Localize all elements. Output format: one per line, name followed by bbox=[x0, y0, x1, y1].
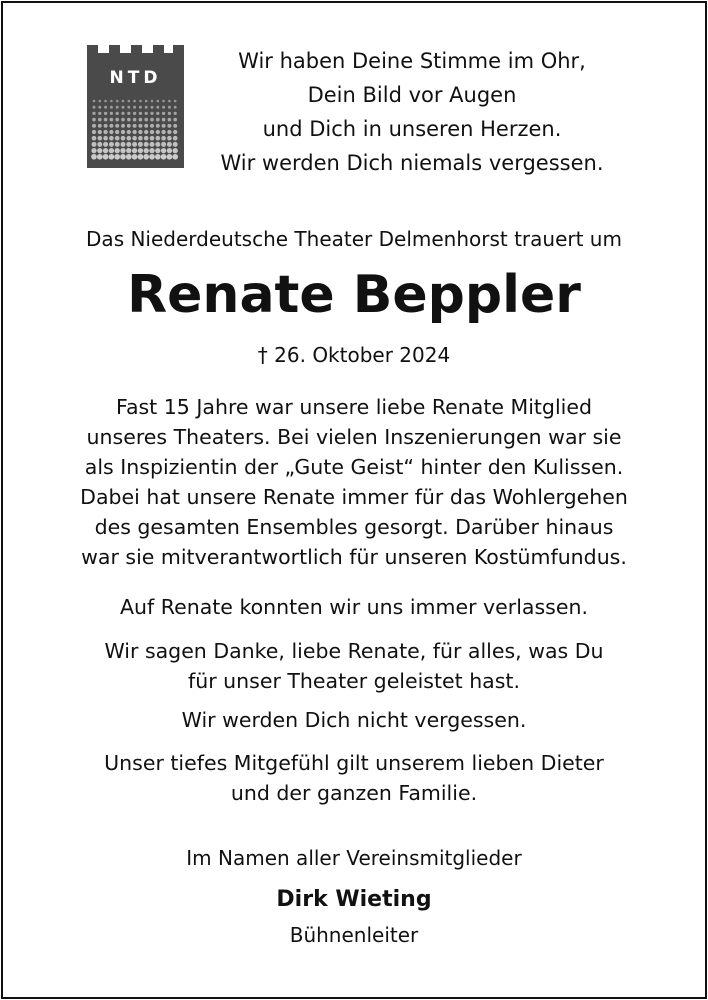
logo-dot bbox=[139, 106, 142, 109]
logo-dot bbox=[103, 148, 108, 153]
logo-dot bbox=[132, 142, 137, 147]
logo-dot bbox=[162, 106, 165, 109]
logo-dot bbox=[116, 112, 119, 115]
logo-dot bbox=[133, 124, 137, 128]
logo-dot bbox=[93, 100, 96, 103]
logo-dot bbox=[167, 136, 172, 141]
logo-dot bbox=[150, 142, 155, 147]
logo-dot bbox=[115, 148, 120, 153]
paragraph-line: Auf Renate konnten wir uns immer verlassen. bbox=[120, 595, 588, 619]
paragraph-line: Wir sagen Danke, liebe Renate, für alles, was Du bbox=[104, 639, 604, 663]
logo-dot bbox=[139, 112, 142, 115]
logo-dot bbox=[109, 154, 115, 160]
logo-dot bbox=[104, 106, 107, 109]
logo-dot bbox=[155, 142, 160, 147]
logo-dot bbox=[114, 154, 120, 160]
logo-dot bbox=[115, 142, 120, 147]
logo-dot bbox=[133, 118, 137, 122]
logo-dot bbox=[161, 154, 167, 160]
logo-dot bbox=[145, 112, 148, 115]
logo-dot bbox=[120, 154, 126, 160]
logo-dot bbox=[144, 136, 149, 141]
logo-dot bbox=[92, 118, 96, 122]
logo-dot bbox=[144, 142, 149, 147]
paragraph-line: Wir werden Dich nicht vergessen. bbox=[181, 708, 527, 732]
logo-dot bbox=[151, 100, 154, 103]
logo-dot bbox=[103, 142, 108, 147]
logo-dot bbox=[174, 112, 177, 115]
logo-dot bbox=[133, 112, 136, 115]
logo-dot bbox=[109, 142, 114, 147]
logo-dot bbox=[97, 154, 103, 160]
logo-dot bbox=[126, 148, 131, 153]
logo-dot bbox=[139, 118, 143, 122]
signer-name: Dirk Wieting bbox=[276, 887, 432, 912]
logo-dot bbox=[161, 148, 166, 153]
logo-dot bbox=[167, 142, 172, 147]
logo-dot bbox=[115, 130, 119, 134]
quote-line: Wir werden Dich niemals vergessen. bbox=[220, 151, 604, 175]
logo-dot bbox=[110, 100, 113, 103]
logo-dot bbox=[127, 106, 130, 109]
theater-logo-icon bbox=[87, 45, 184, 168]
logo-dot bbox=[116, 100, 119, 103]
logo-dot bbox=[144, 124, 148, 128]
logo-dot bbox=[97, 148, 102, 153]
logo-dot bbox=[133, 106, 136, 109]
logo-dot bbox=[144, 148, 149, 153]
logo-dot bbox=[151, 106, 154, 109]
logo-dot bbox=[173, 148, 178, 153]
logo-dot bbox=[103, 130, 107, 134]
tribute-paragraph-2 bbox=[0, 592, 708, 622]
tribute-paragraph-3 bbox=[0, 636, 708, 696]
logo-dot bbox=[98, 112, 101, 115]
logo-dot bbox=[115, 118, 119, 122]
logo-dot bbox=[167, 124, 171, 128]
quote-line: Wir haben Deine Stimme im Ohr, bbox=[238, 49, 586, 73]
paragraph-line: für unser Theater geleistet hast. bbox=[188, 669, 520, 693]
logo-dot bbox=[99, 100, 102, 103]
logo-dot bbox=[121, 118, 125, 122]
logo-dot bbox=[110, 112, 113, 115]
logo-dot bbox=[172, 154, 178, 160]
logo-dot bbox=[145, 100, 148, 103]
logo-dot bbox=[132, 148, 137, 153]
paragraph-line: Unser tiefes Mitgefühl gilt unserem lieben Dieter bbox=[104, 751, 604, 775]
logo-dot bbox=[162, 118, 166, 122]
logo-dot bbox=[92, 112, 95, 115]
mourning-intro: Das Niederdeutsche Theater Delmenhorst trauert um bbox=[86, 227, 622, 251]
logo-dot bbox=[92, 124, 96, 128]
logo-dot bbox=[156, 130, 160, 134]
deceased-name: Renate Beppler bbox=[127, 265, 581, 325]
logo-dot bbox=[127, 124, 131, 128]
logo-dot bbox=[138, 148, 143, 153]
logo-dot bbox=[167, 148, 172, 153]
logo-dot bbox=[174, 106, 177, 109]
logo-dot bbox=[109, 130, 113, 134]
logo-dot bbox=[173, 136, 178, 141]
paragraph-line: unseres Theaters. Bei vielen Inszenierungen war sie bbox=[86, 425, 622, 449]
logo-dot bbox=[150, 118, 154, 122]
paragraph-line: war sie mitverantwortlich für unseren Kostümfundus. bbox=[81, 545, 627, 569]
logo-dot bbox=[109, 124, 113, 128]
logo-dot bbox=[138, 142, 143, 147]
logo-dot bbox=[121, 124, 125, 128]
logo-dot bbox=[93, 106, 96, 109]
logo-dot bbox=[132, 154, 138, 160]
logo-dot bbox=[104, 118, 108, 122]
logo-dot bbox=[156, 106, 159, 109]
logo-dot bbox=[173, 124, 177, 128]
logo-dot bbox=[145, 106, 148, 109]
logo-dot bbox=[138, 136, 143, 141]
logo-dot bbox=[126, 136, 131, 141]
logo-dot bbox=[156, 124, 160, 128]
memorial-quote bbox=[200, 44, 624, 180]
logo-dot bbox=[150, 136, 155, 141]
tribute-paragraph-5 bbox=[0, 748, 708, 808]
logo-dot bbox=[167, 130, 171, 134]
logo-dot bbox=[91, 154, 97, 160]
logo-dot bbox=[144, 118, 148, 122]
paragraph-line: des gesamten Ensembles gesorgt. Darüber hinaus bbox=[94, 515, 614, 539]
logo-dot bbox=[110, 118, 114, 122]
logo-dot bbox=[126, 154, 132, 160]
logo-dot bbox=[150, 112, 153, 115]
logo-dot bbox=[161, 130, 165, 134]
logo-dot bbox=[104, 100, 107, 103]
logo-dot bbox=[168, 100, 171, 103]
logo-dot bbox=[138, 154, 144, 160]
logo-dot bbox=[144, 130, 148, 134]
quote-line: und Dich in unseren Herzen. bbox=[262, 117, 562, 141]
logo-dot bbox=[143, 154, 149, 160]
logo-dot bbox=[92, 130, 96, 134]
paragraph-line: Dabei hat unsere Renate immer für das Wohlergehen bbox=[80, 485, 628, 509]
paragraph-line: und der ganzen Familie. bbox=[230, 781, 478, 805]
logo-dot bbox=[161, 142, 166, 147]
logo-dot bbox=[173, 130, 177, 134]
logo-dot bbox=[98, 118, 102, 122]
logo-dot bbox=[122, 100, 125, 103]
logo-dot bbox=[115, 136, 120, 141]
logo-dot bbox=[150, 124, 154, 128]
logo-dot bbox=[121, 112, 124, 115]
tribute-paragraph-1 bbox=[0, 392, 708, 572]
logo-dot bbox=[139, 100, 142, 103]
logo-dot bbox=[97, 142, 102, 147]
logo-dot bbox=[173, 118, 177, 122]
logo-dot bbox=[121, 130, 125, 134]
logo-dot bbox=[173, 142, 178, 147]
logo-dot bbox=[149, 154, 155, 160]
logo-dot bbox=[98, 106, 101, 109]
logo-dot bbox=[98, 124, 102, 128]
logo-dot bbox=[126, 142, 131, 147]
logo-dot bbox=[167, 154, 173, 160]
logo-dot bbox=[168, 106, 171, 109]
logo-dot bbox=[132, 136, 137, 141]
logo-dot bbox=[161, 136, 166, 141]
logo-dot bbox=[109, 148, 114, 153]
paragraph-line: als Inspizientin der „Gute Geist“ hinter den Kulissen. bbox=[84, 455, 624, 479]
logo-dot bbox=[156, 118, 160, 122]
logo-dot bbox=[156, 112, 159, 115]
logo-graphic bbox=[87, 45, 184, 168]
logo-dot bbox=[121, 142, 126, 147]
logo-dot bbox=[162, 112, 165, 115]
logo-dot bbox=[109, 136, 114, 141]
logo-dot bbox=[92, 136, 97, 141]
logo-dot bbox=[162, 100, 165, 103]
logo-dot bbox=[174, 100, 177, 103]
logo-dot bbox=[103, 154, 109, 160]
logo-dot bbox=[122, 106, 125, 109]
logo-dot bbox=[103, 136, 108, 141]
logo-dot bbox=[155, 154, 161, 160]
logo-dot bbox=[155, 136, 160, 141]
logo-dot bbox=[116, 106, 119, 109]
logo-dot bbox=[168, 118, 172, 122]
logo-dot bbox=[115, 124, 119, 128]
logo-dot bbox=[97, 136, 102, 141]
logo-dot bbox=[127, 112, 130, 115]
logo-dot bbox=[150, 130, 154, 134]
logo-dot bbox=[155, 148, 160, 153]
logo-dot bbox=[91, 148, 96, 153]
logo-dot bbox=[168, 112, 171, 115]
quote-line: Dein Bild vor Augen bbox=[307, 83, 517, 107]
logo-dot bbox=[162, 124, 166, 128]
logo-dot bbox=[110, 106, 113, 109]
logo-dot bbox=[138, 124, 142, 128]
signoff-text: Im Namen aller Vereinsmitglieder bbox=[186, 846, 522, 870]
paragraph-line: Fast 15 Jahre war unsere liebe Renate Mitglied bbox=[116, 395, 592, 419]
logo-dot bbox=[92, 142, 97, 147]
logo-dot bbox=[128, 100, 131, 103]
tribute-paragraph-4 bbox=[0, 705, 708, 735]
signer-role: Bühnenleiter bbox=[289, 923, 419, 947]
logo-dot bbox=[104, 124, 108, 128]
logo-text: NTD bbox=[109, 68, 162, 88]
logo-dot bbox=[121, 136, 126, 141]
death-date: † 26. Oktober 2024 bbox=[257, 343, 451, 367]
logo-dot bbox=[98, 130, 102, 134]
logo-dot bbox=[127, 118, 131, 122]
logo-dot bbox=[127, 130, 131, 134]
logo-dot bbox=[120, 148, 125, 153]
logo-dot bbox=[149, 148, 154, 153]
logo-dot bbox=[138, 130, 142, 134]
logo-dot bbox=[132, 130, 136, 134]
logo-dot bbox=[133, 100, 136, 103]
logo-dot bbox=[104, 112, 107, 115]
logo-dot bbox=[157, 100, 160, 103]
